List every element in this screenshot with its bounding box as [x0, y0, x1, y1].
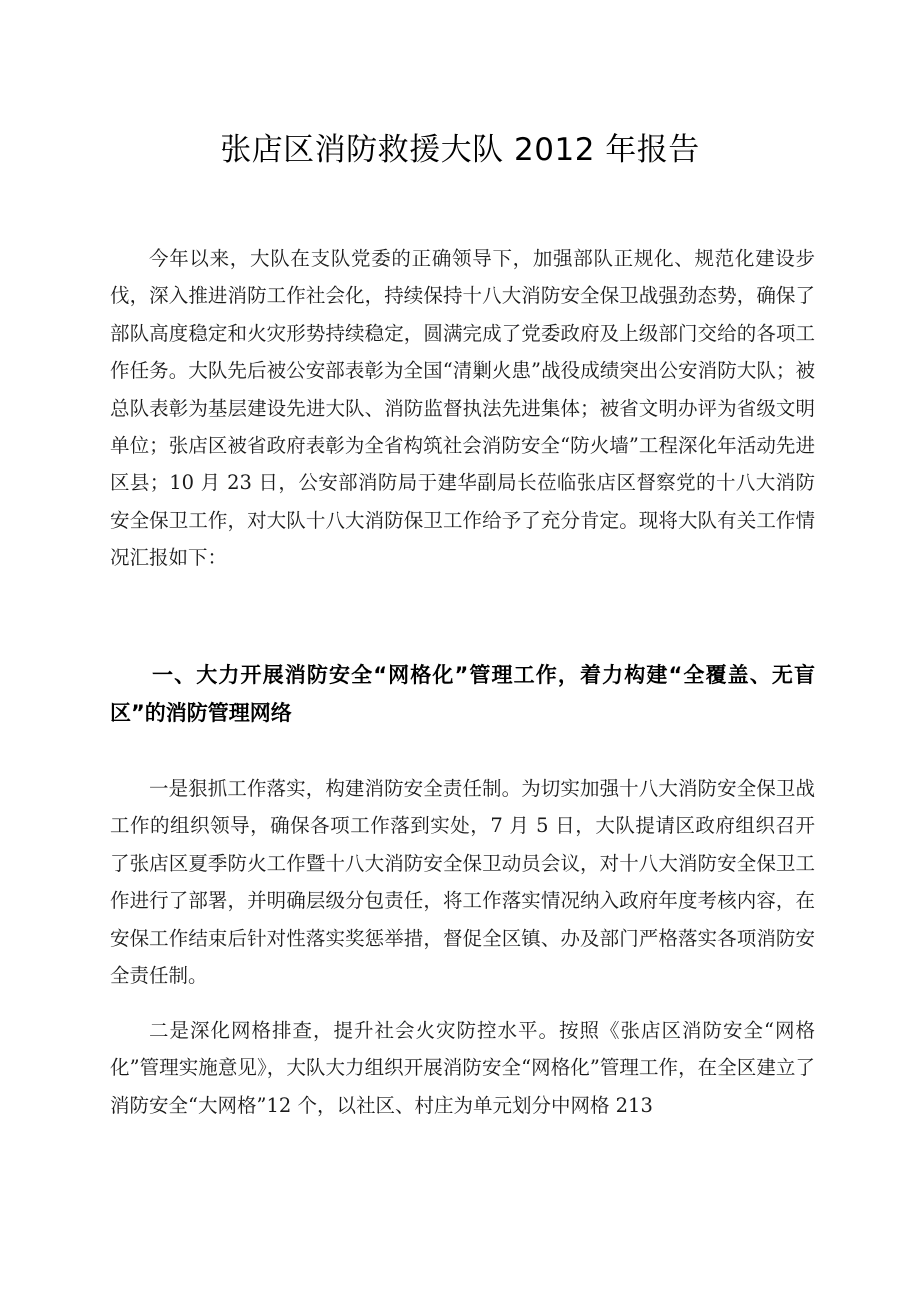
section-paragraph-2: 二是深化网格排查，提升社会火灾防控水平。按照《张店区消防安全“网格化”管理实施意见》，大队大力组织开展消防安全“网格化”管理工作，在全区建立了消防安全“大网格”12 个，以社区、村庄为单元划分中网格 213 — [110, 1019, 815, 1117]
section-paragraph-1: 一是狠抓工作落实，构建消防安全责任制。为切实加强十八大消防安全保卫战工作的组织领导，确保各项工作落到实处，7 月 5 日，大队提请区政府组织召开了张店区夏季防火工作暨十八大消防安全保卫动员会议，对十八大消防安全保卫工作进行了部署，并明确层级分包责任，将工作落实情况纳入政府年度考核内容，在安保工作结束后针对性落实奖惩举措，督促全区镇、办及部门严格落实各项消防安全责任制。 — [110, 777, 815, 988]
document-title: 张店区消防救援大队 2012 年报告 — [220, 132, 700, 168]
intro-paragraph: 今年以来，大队在支队党委的正确领导下，加强部队正规化、规范化建设步伐，深入推进消防工作社会化，持续保持十八大消防安全保卫战强劲态势，确保了部队高度稳定和火灾形势持续稳定，圆满完成了党委政府及上级部门交给的各项工作任务。大队先后被公安部表彰为全国“清剿火患”战役成绩突出公安消防大队；被总队表彰为基层建设先进大队、消防监督执法先进集体；被省文明办评为省级文明单位；张店区被省政府表彰为全省构筑社会消防安全“防火墙”工程深化年活动先进区县；10 月 23 日，公安部消防局于建华副局长莅临张店区督察党的十八大消防安全保卫工作，对大队十八大消防保卫工作给予了充分肯定。现将大队有关工作情况汇报如下： — [110, 247, 815, 570]
section-heading: 一、大力开展消防安全“网格化”管理工作，着力构建“全覆盖、无盲区”的消防管理网络 — [110, 663, 815, 725]
